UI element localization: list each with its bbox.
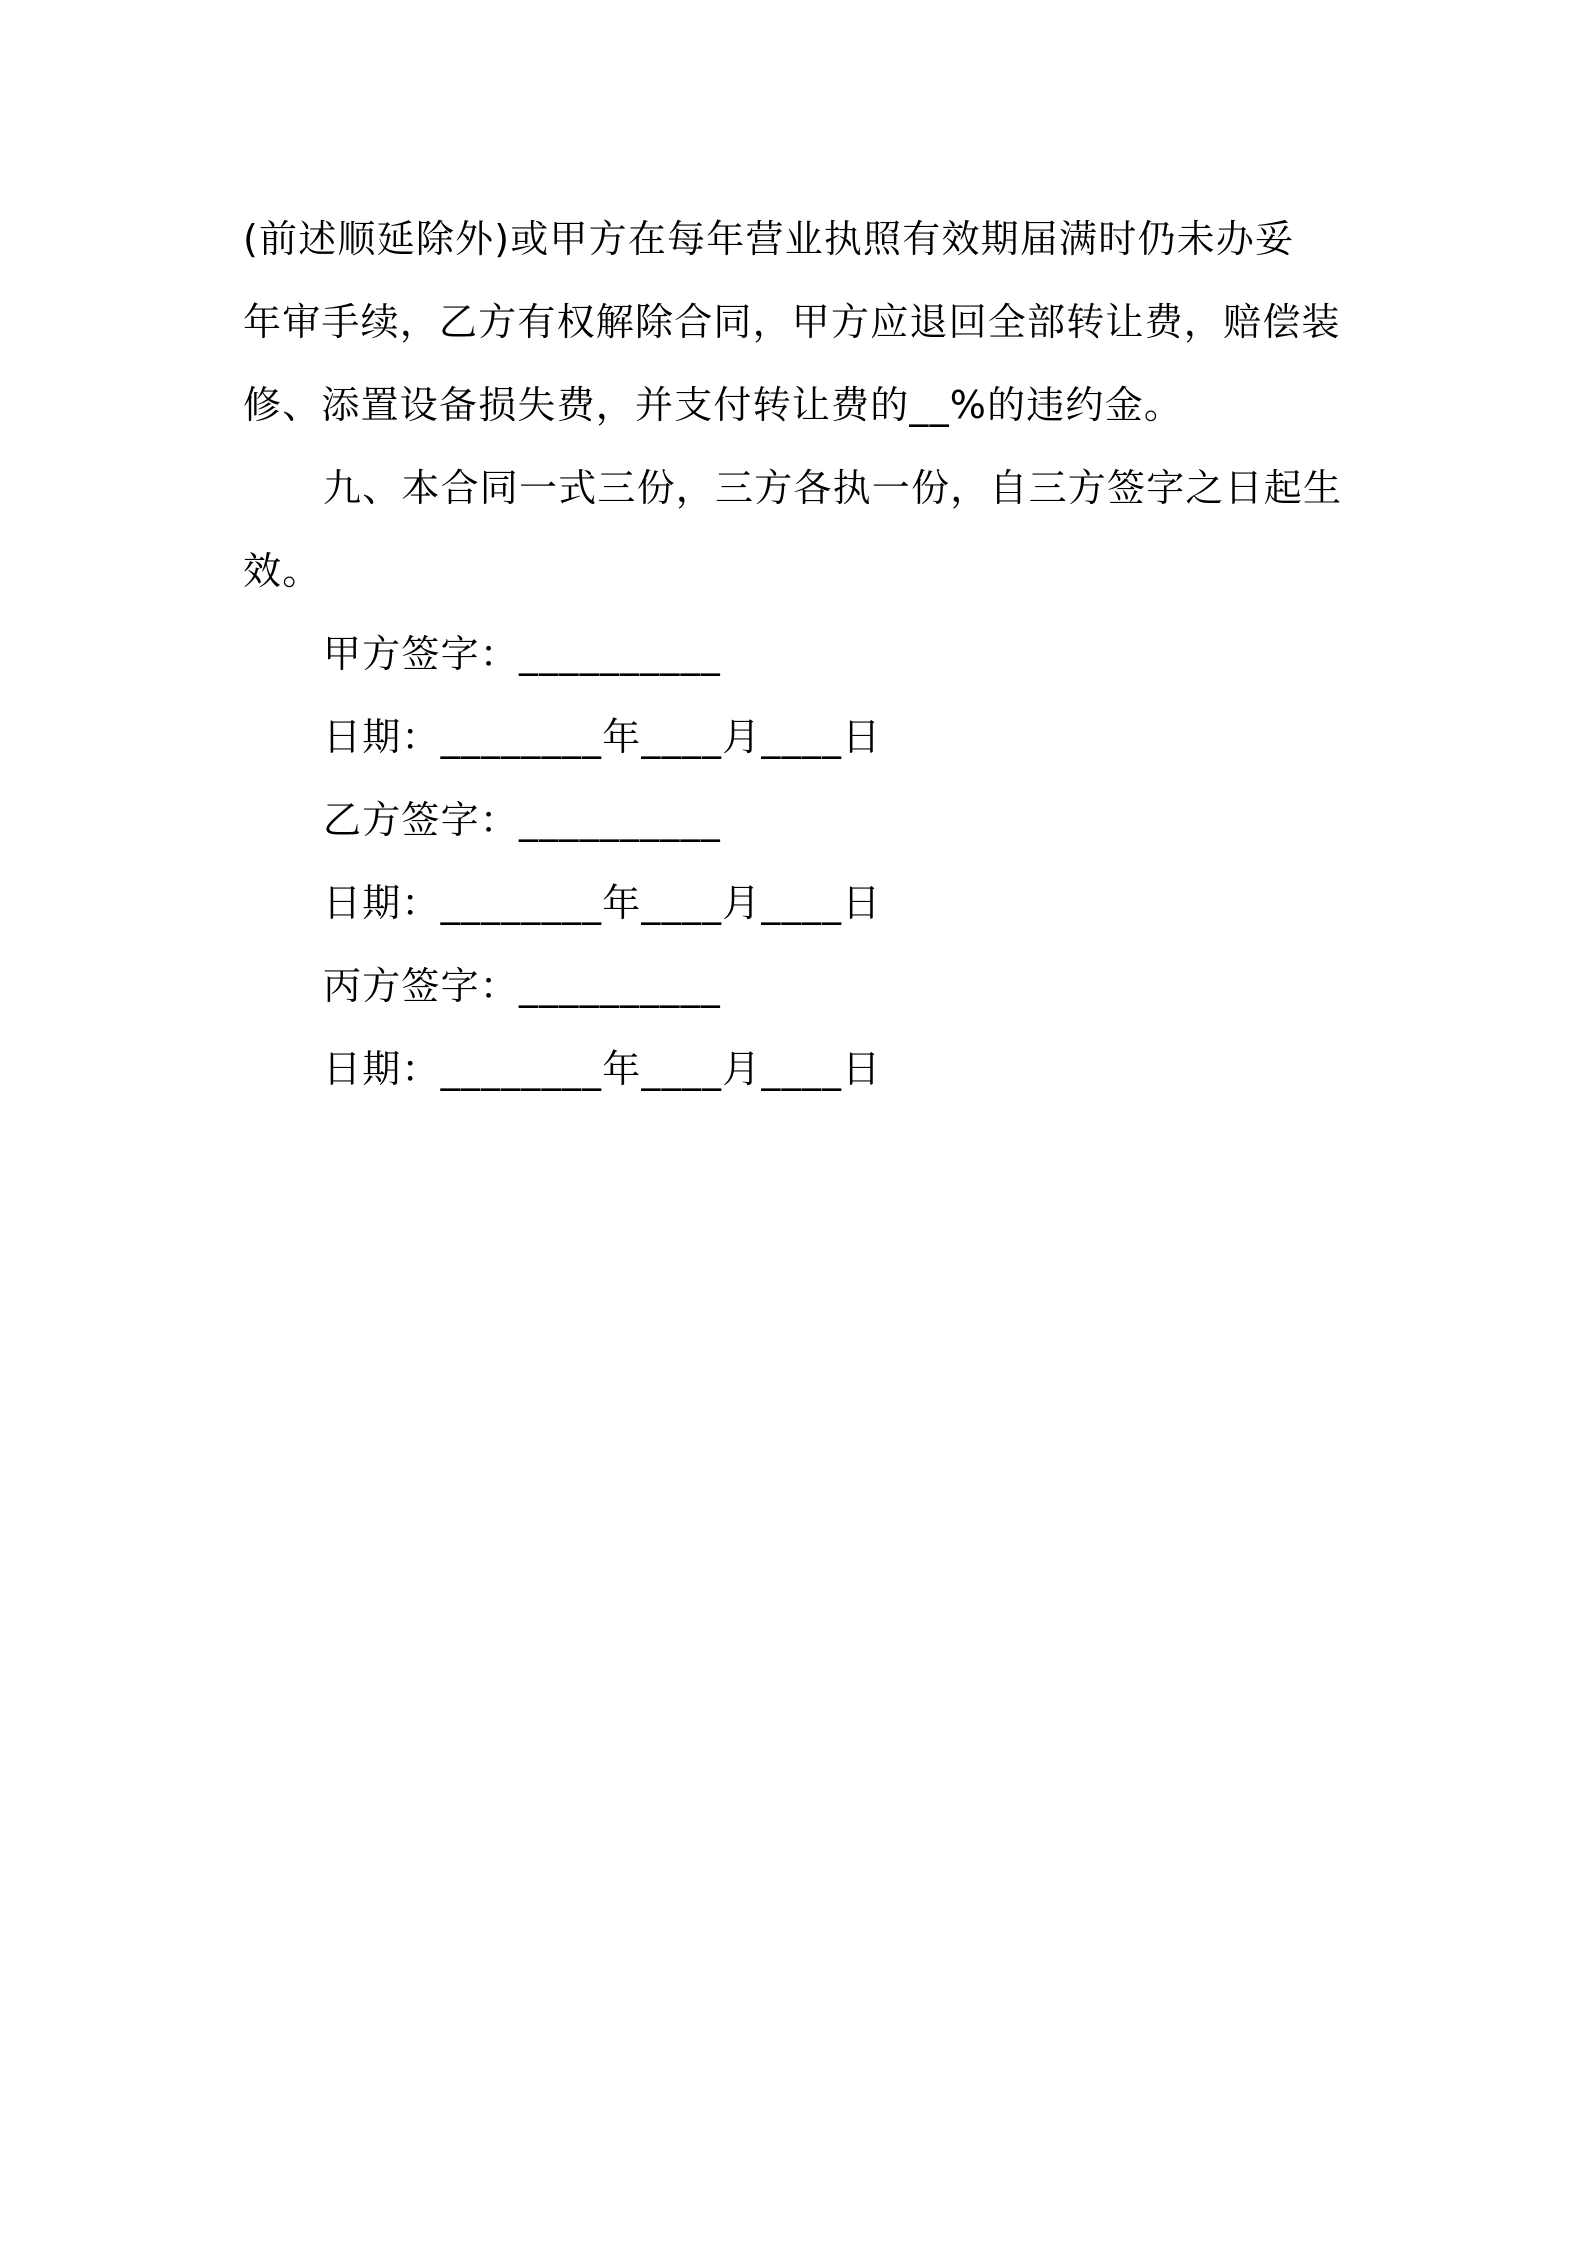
party-b-signature: 乙方签字：__________ bbox=[323, 798, 722, 842]
paragraph-line: (前述顺延除外)或甲方在每年营业执照有效期届满时仍未办妥 bbox=[243, 217, 1295, 261]
party-c-date: 日期：________年____月____日 bbox=[323, 1047, 882, 1091]
party-a-signature: 甲方签字：__________ bbox=[323, 632, 722, 676]
clause-nine-line: 效。 bbox=[243, 549, 322, 593]
paragraph-line: 修、添置设备损失费，并支付转让费的__%的违约金。 bbox=[243, 383, 1184, 427]
paragraph-line: 年审手续，乙方有权解除合同，甲方应退回全部转让费，赔偿装 bbox=[243, 300, 1341, 344]
clause-nine-line: 九、本合同一式三份，三方各执一份，自三方签字之日起生 bbox=[323, 466, 1343, 510]
document-body bbox=[243, 198, 1363, 1111]
party-a-date: 日期：________年____月____日 bbox=[323, 715, 882, 759]
party-c-signature: 丙方签字：__________ bbox=[323, 964, 722, 1008]
party-b-date: 日期：________年____月____日 bbox=[323, 881, 882, 925]
